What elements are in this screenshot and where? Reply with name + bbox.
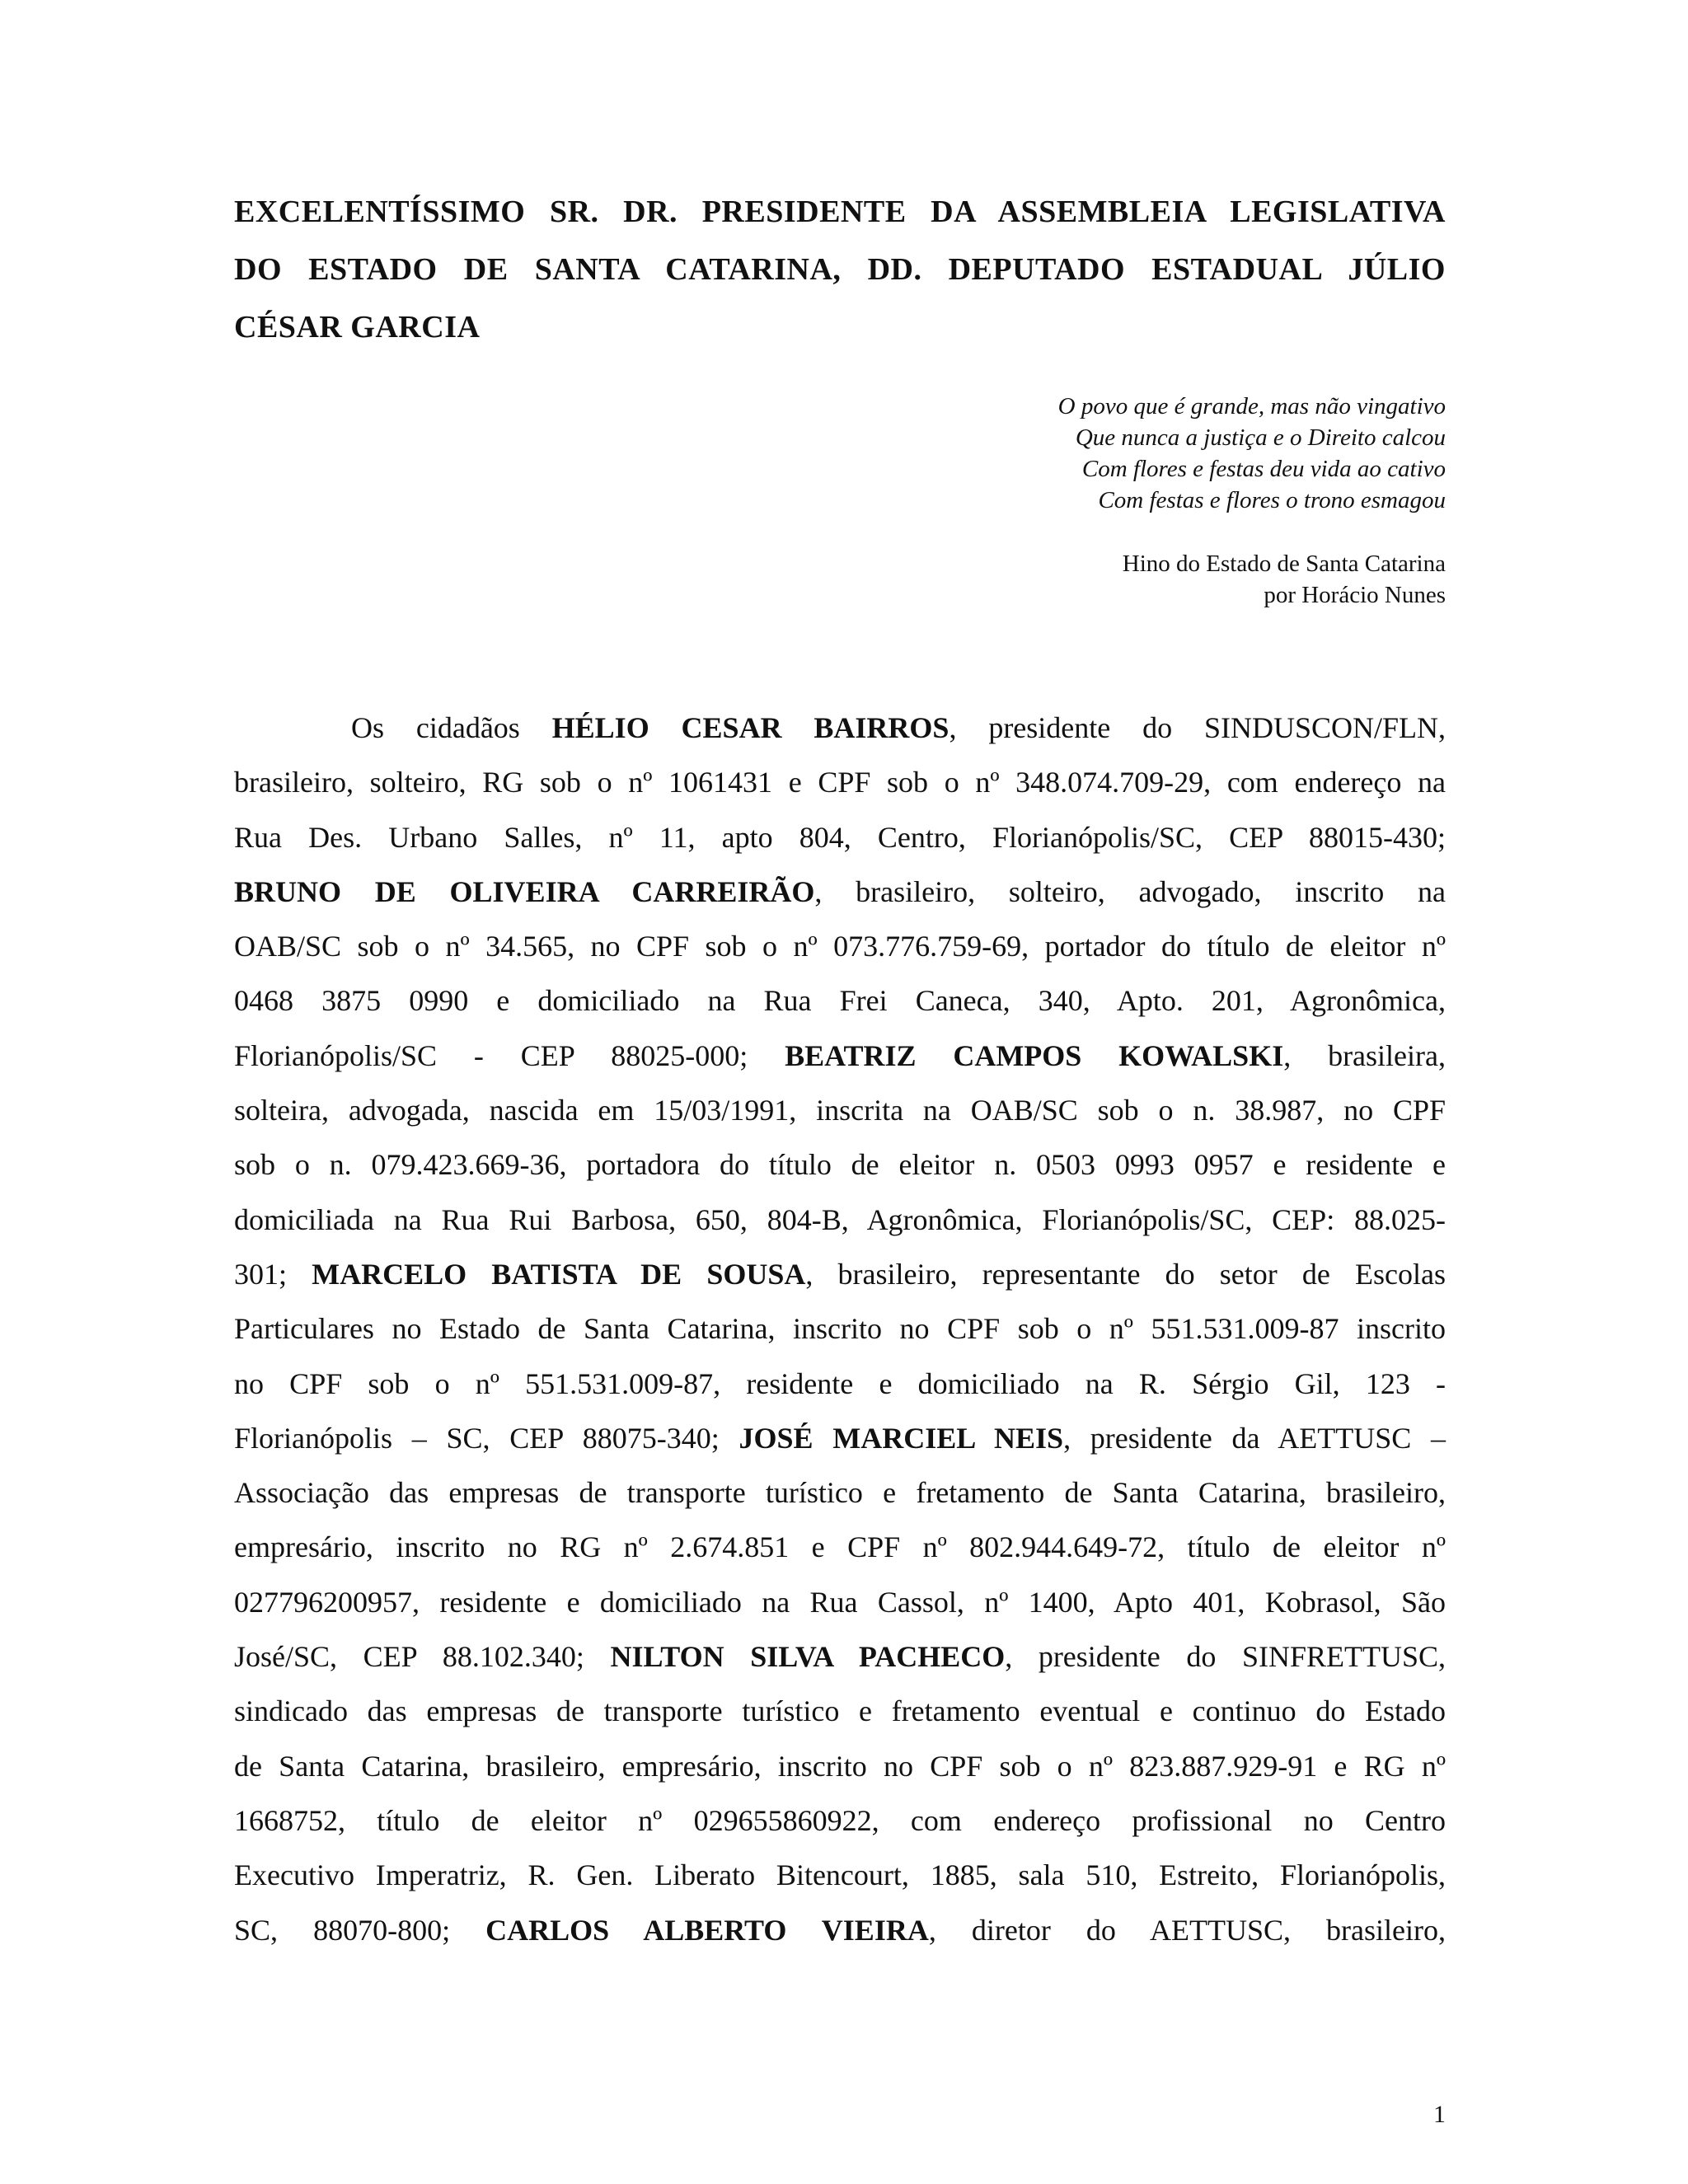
body-text-run: , brasileiro, representante do setor de Escolas — [805, 1257, 1446, 1291]
body-text-run: , presidente do SINDUSCON/FLN, — [949, 711, 1446, 744]
body-line: solteira, advogada, nascida em 15/03/1991, inscrita na OAB/SC sob o n. 38.987, no CPF — [234, 1094, 1446, 1127]
body-text-run: Florianópolis – SC, CEP 88075-340; — [234, 1421, 739, 1455]
body-text-run: , presidente da AETTUSC – — [1063, 1421, 1446, 1455]
body-line: no CPF sob o nº 551.531.009-87, residente e domiciliado na R. Sérgio Gil, 123 - — [234, 1366, 1446, 1400]
party-name: NILTON SILVA PACHECO — [610, 1640, 1006, 1674]
body-text-run: SC, 88070-800; — [234, 1913, 486, 1947]
epigraph-verse: Com flores e festas deu vida ao cativo — [1081, 456, 1446, 482]
epigraph-source: Hino do Estado de Santa Catarina — [1122, 551, 1446, 577]
body-text-run: Os cidadãos — [351, 711, 552, 744]
page-number: 1 — [1433, 2101, 1446, 2128]
body-line — [234, 1903, 1446, 1957]
body-line — [234, 865, 1446, 919]
body-line: 0468 3875 0990 e domiciliado na Rua Frei Caneca, 340, Apto. 201, Agronômica, — [234, 984, 1446, 1018]
body-paragraph — [234, 701, 1446, 1957]
body-line: domiciliada na Rua Rui Barbosa, 650, 804-B, Agronômica, Florianópolis/SC, CEP: 88.025- — [234, 1202, 1446, 1236]
body-line: de Santa Catarina, brasileiro, empresário, inscrito no CPF sob o nº 823.887.929-91 e RG nº — [234, 1749, 1446, 1783]
party-name: JOSÉ MARCIEL NEIS — [738, 1421, 1064, 1455]
body-line: brasileiro, solteiro, RG sob o nº 1061431 e CPF sob o nº 348.074.709-29, com endereço na — [234, 766, 1446, 799]
body-line: Rua Des. Urbano Salles, nº 11, apto 804, Centro, Florianópolis/SC, CEP 88015-430; — [234, 820, 1446, 854]
heading-line-2: DO ESTADO DE SANTA CATARINA, DD. DEPUTADO ESTADUAL JÚLIO — [234, 252, 1446, 287]
epigraph-verse: Com festas e flores o trono esmagou — [1098, 487, 1446, 513]
body-line: Executivo Imperatriz, R. Gen. Liberato Bitencourt, 1885, sala 510, Estreito, Florianópolis, — [234, 1858, 1446, 1892]
epigraph — [704, 391, 1446, 516]
body-line: Particulares no Estado de Santa Catarina, inscrito no CPF sob o nº 551.531.009-87 inscrito — [234, 1312, 1446, 1346]
body-line: Associação das empresas de transporte turístico e fretamento de Santa Catarina, brasileiro, — [234, 1476, 1446, 1510]
body-text-run: 301; — [234, 1257, 312, 1291]
body-line: OAB/SC sob o nº 34.565, no CPF sob o nº 073.776.759-69, portador do título de eleitor nº — [234, 930, 1446, 963]
body-line — [234, 1029, 1446, 1083]
party-name: HÉLIO CESAR BAIRROS — [551, 711, 950, 744]
epigraph-author: por Horácio Nunes — [1264, 582, 1446, 608]
body-text-run: José/SC, CEP 88.102.340; — [234, 1640, 611, 1674]
body-line — [234, 1629, 1446, 1684]
body-line — [234, 1411, 1446, 1465]
body-text-run: Florianópolis/SC - CEP 88025-000; — [234, 1038, 785, 1072]
body-line — [234, 701, 1446, 755]
body-line: 1668752, título de eleitor nº 029655860922, com endereço profissional no Centro — [234, 1803, 1446, 1837]
epigraph-verse: Que nunca a justiça e o Direito calcou — [1075, 424, 1446, 451]
party-name: CARLOS ALBERTO VIEIRA — [485, 1913, 929, 1947]
epigraph-attribution — [704, 548, 1446, 611]
body-line — [234, 1247, 1446, 1301]
party-name: MARCELO BATISTA DE SOUSA — [312, 1257, 806, 1291]
document-heading — [234, 183, 1446, 356]
heading-line-3: CÉSAR GARCIA — [234, 310, 481, 344]
body-line: sob o n. 079.423.669-36, portadora do título de eleitor n. 0503 0993 0957 e residente e — [234, 1148, 1446, 1182]
body-line: sindicado das empresas de transporte turístico e fretamento eventual e continuo do Estado — [234, 1694, 1446, 1728]
heading-line-1: EXCELENTÍSSIMO SR. DR. PRESIDENTE DA ASSEMBLEIA LEGISLATIVA — [234, 194, 1446, 229]
body-text-run: , brasileira, — [1283, 1038, 1446, 1072]
body-line: empresário, inscrito no RG nº 2.674.851 e CPF nº 802.944.649-72, título de eleitor nº — [234, 1530, 1446, 1564]
party-name: BRUNO DE OLIVEIRA CARREIRÃO — [234, 874, 815, 908]
party-name: BEATRIZ CAMPOS KOWALSKI — [785, 1038, 1284, 1072]
body-text-run: , presidente do SINFRETTUSC, — [1005, 1640, 1446, 1674]
epigraph-verse: O povo que é grande, mas não vingativo — [1057, 393, 1446, 419]
body-line: 027796200957, residente e domiciliado na Rua Cassol, nº 1400, Apto 401, Kobrasol, São — [234, 1585, 1446, 1619]
body-text-run: , brasileiro, solteiro, advogado, inscrito na — [814, 874, 1446, 908]
body-text-run: , diretor do AETTUSC, brasileiro, — [928, 1913, 1446, 1947]
